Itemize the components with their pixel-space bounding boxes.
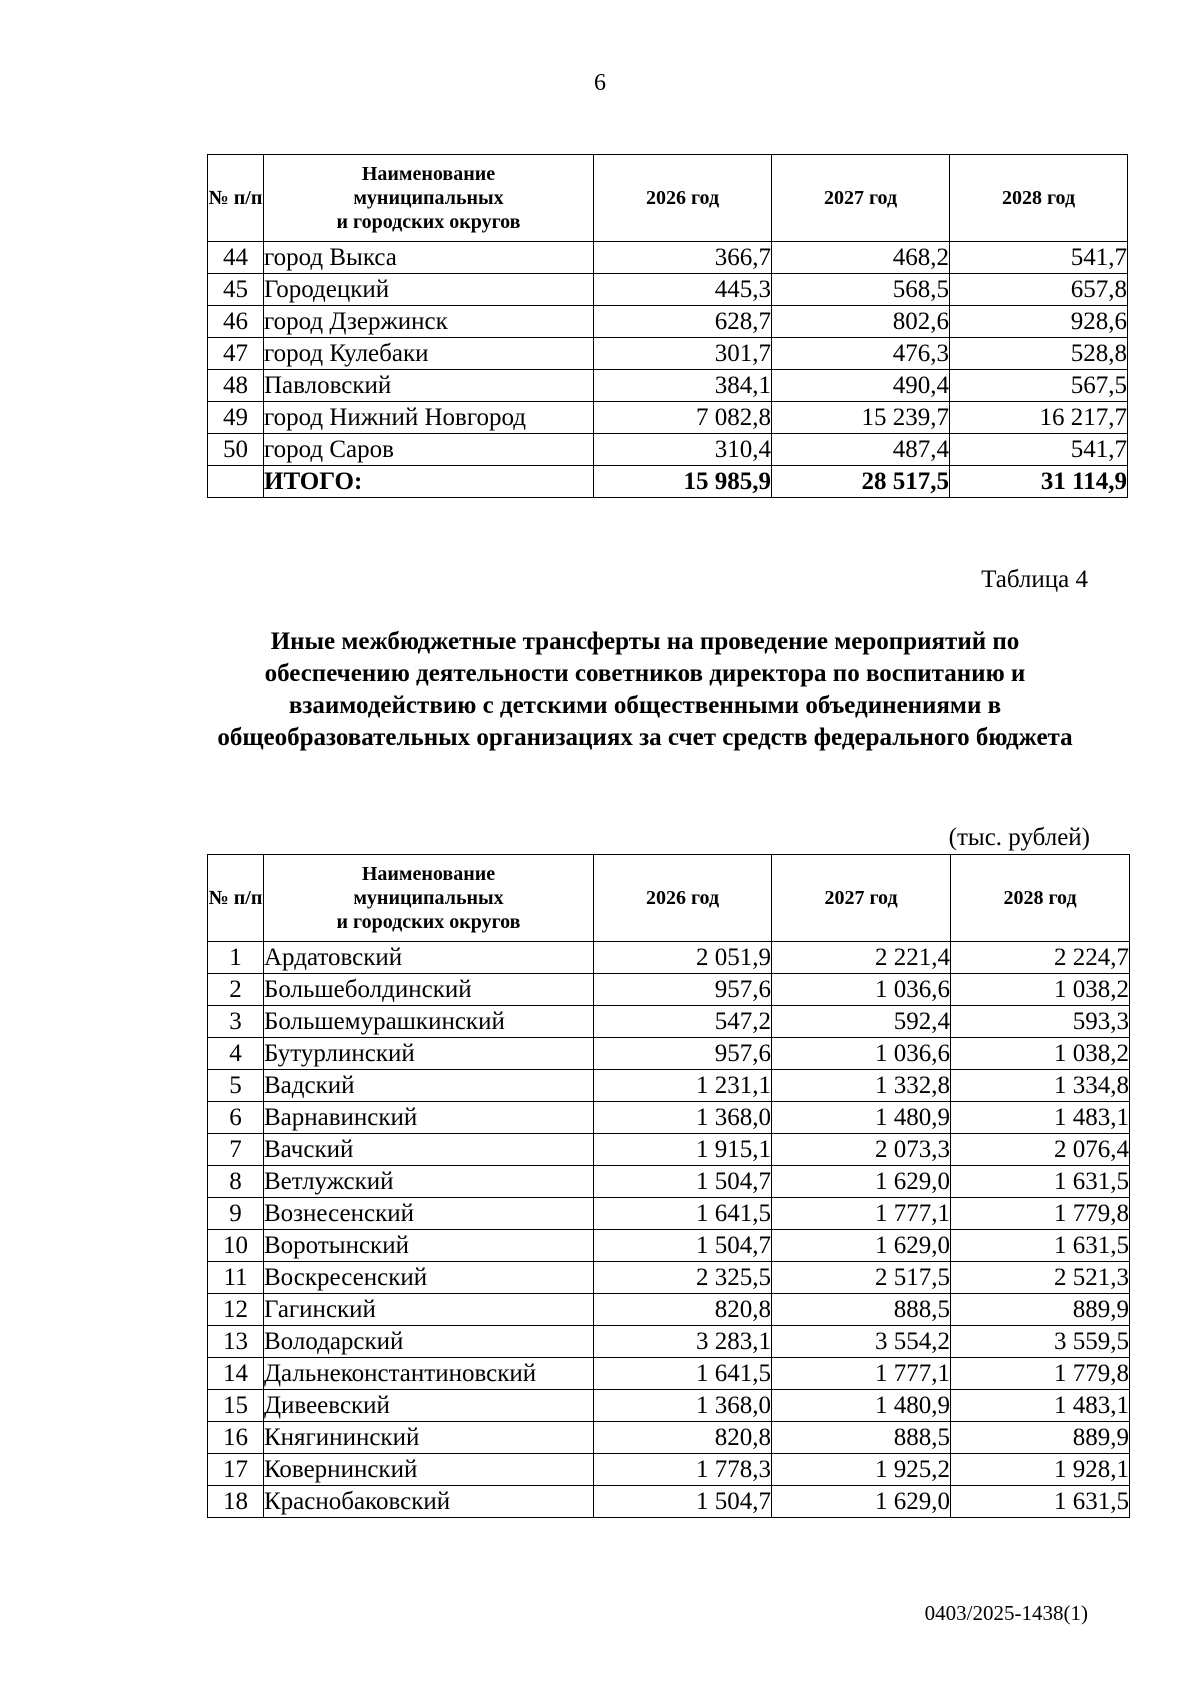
cell-2027: 2 221,4 [772,942,951,974]
table-row [208,1038,1130,1070]
cell-2027: 15 239,7 [772,402,950,434]
cell-2028: 541,7 [950,242,1128,274]
cell-num: 6 [208,1102,264,1134]
col-header-num: № п/п [208,155,264,242]
cell-num: 1 [208,942,264,974]
cell-num: 48 [208,370,264,402]
cell-2028: 1 038,2 [951,1038,1130,1070]
table-row [208,434,1128,466]
cell-name: Вадский [264,1070,594,1102]
cell-num: 10 [208,1230,264,1262]
col-header-num: № п/п [208,855,264,942]
cell-2027: 1 480,9 [772,1390,951,1422]
cell-name: Городецкий [264,274,594,306]
cell-2026: 1 504,7 [594,1486,772,1518]
table-row [208,1326,1130,1358]
col-header-name-line2: муниципальных [353,887,504,909]
table-row [208,402,1128,434]
cell-2026: 445,3 [594,274,772,306]
table-row [208,1102,1130,1134]
cell-2026: 1 504,7 [594,1166,772,1198]
col-header-name [264,855,594,942]
cell-2026: 310,4 [594,434,772,466]
table-header-row [208,855,1130,942]
cell-2028: 1 631,5 [951,1486,1130,1518]
cell-2027: 1 480,9 [772,1102,951,1134]
units-label: (тыс. рублей) [948,824,1090,851]
cell-name: Ардатовский [264,942,594,974]
total-2026: 15 985,9 [594,466,772,498]
total-2028: 31 114,9 [950,466,1128,498]
cell-name: город Нижний Новгород [264,402,594,434]
table-row [208,274,1128,306]
table-row [208,306,1128,338]
cell-2028: 1 483,1 [951,1102,1130,1134]
cell-2028: 541,7 [950,434,1128,466]
table-4-label: Таблица 4 [981,566,1088,593]
cell-2026: 1 778,3 [594,1454,772,1486]
table-header-row [208,155,1128,242]
cell-name: Гагинский [264,1294,594,1326]
cell-num: 12 [208,1294,264,1326]
table-row [208,942,1130,974]
table-3-continuation [207,154,1128,498]
cell-name: Володарский [264,1326,594,1358]
cell-name: город Кулебаки [264,338,594,370]
cell-num: 9 [208,1198,264,1230]
cell-num: 46 [208,306,264,338]
cell-num: 11 [208,1262,264,1294]
cell-2027: 802,6 [772,306,950,338]
col-header-2028: 2028 год [950,155,1128,242]
cell-name: город Саров [264,434,594,466]
cell-2026: 1 915,1 [594,1134,772,1166]
cell-name: Дивеевский [264,1390,594,1422]
table-row [208,242,1128,274]
cell-2028: 889,9 [951,1294,1130,1326]
cell-num: 17 [208,1454,264,1486]
cell-name: Воскресенский [264,1262,594,1294]
cell-2027: 1 629,0 [772,1486,951,1518]
cell-2028: 3 559,5 [951,1326,1130,1358]
cell-name: Вачский [264,1134,594,1166]
cell-2026: 957,6 [594,974,772,1006]
cell-2027: 1 777,1 [772,1198,951,1230]
cell-2026: 820,8 [594,1294,772,1326]
page-number: 6 [594,70,606,96]
table-row [208,1198,1130,1230]
cell-name: Павловский [264,370,594,402]
cell-2027: 888,5 [772,1422,951,1454]
cell-2027: 1 777,1 [772,1358,951,1390]
cell-name: Ветлужский [264,1166,594,1198]
cell-2028: 2 521,3 [951,1262,1130,1294]
cell-2028: 1 483,1 [951,1390,1130,1422]
cell-2026: 7 082,8 [594,402,772,434]
col-header-2028: 2028 год [951,855,1130,942]
cell-2027: 468,2 [772,242,950,274]
col-header-2026: 2026 год [594,855,772,942]
cell-2027: 487,4 [772,434,950,466]
cell-2026: 1 368,0 [594,1390,772,1422]
cell-2026: 301,7 [594,338,772,370]
table-row [208,1230,1130,1262]
cell-num: 15 [208,1390,264,1422]
cell-2027: 1 332,8 [772,1070,951,1102]
cell-num: 4 [208,1038,264,1070]
table-row [208,1486,1130,1518]
cell-2027: 1 925,2 [772,1454,951,1486]
cell-2026: 384,1 [594,370,772,402]
cell-2027: 3 554,2 [772,1326,951,1358]
cell-num: 49 [208,402,264,434]
cell-num: 14 [208,1358,264,1390]
cell-2027: 1 629,0 [772,1230,951,1262]
cell-num: 3 [208,1006,264,1038]
cell-2027: 2 073,3 [772,1134,951,1166]
cell-2027: 1 629,0 [772,1166,951,1198]
cell-2026: 2 051,9 [594,942,772,974]
col-header-name [264,155,594,242]
cell-num: 5 [208,1070,264,1102]
cell-2028: 1 779,8 [951,1198,1130,1230]
table-row [208,974,1130,1006]
cell-num-empty [208,466,264,498]
cell-2027: 476,3 [772,338,950,370]
table-row [208,1166,1130,1198]
cell-2026: 2 325,5 [594,1262,772,1294]
cell-2028: 2 224,7 [951,942,1130,974]
table-row [208,1422,1130,1454]
total-label: ИТОГО: [264,466,594,498]
cell-num: 50 [208,434,264,466]
cell-num: 18 [208,1486,264,1518]
cell-name: Краснобаковский [264,1486,594,1518]
cell-2026: 820,8 [594,1422,772,1454]
table-row [208,1358,1130,1390]
cell-2026: 1 504,7 [594,1230,772,1262]
cell-num: 8 [208,1166,264,1198]
cell-2026: 1 641,5 [594,1358,772,1390]
cell-2028: 657,8 [950,274,1128,306]
cell-2027: 592,4 [772,1006,951,1038]
cell-name: Воротынский [264,1230,594,1262]
col-header-2027: 2027 год [772,155,950,242]
col-header-name-line3: и городских округов [336,211,521,233]
cell-2028: 567,5 [950,370,1128,402]
cell-2027: 568,5 [772,274,950,306]
cell-2027: 490,4 [772,370,950,402]
cell-name: Большеболдинский [264,974,594,1006]
col-header-name-line1: Наименование [361,163,496,185]
col-header-name-line2: муниципальных [353,187,504,209]
cell-2026: 1 231,1 [594,1070,772,1102]
cell-2026: 1 368,0 [594,1102,772,1134]
cell-num: 16 [208,1422,264,1454]
cell-2027: 2 517,5 [772,1262,951,1294]
cell-2028: 593,3 [951,1006,1130,1038]
cell-name: Вознесенский [264,1198,594,1230]
cell-2027: 1 036,6 [772,974,951,1006]
table-4-title: Иные межбюджетные трансферты на проведение мероприятий по обеспечению деятельности советников директора по воспитанию и взаимодействию с детскими общественными объединениями в общеобразовательных организациях за счет средств федерального бюджета [217,628,1073,751]
cell-name: город Дзержинск [264,306,594,338]
cell-num: 45 [208,274,264,306]
table-row [208,1294,1130,1326]
col-header-name-line1: Наименование [361,863,496,885]
cell-2026: 628,7 [594,306,772,338]
col-header-2026: 2026 год [594,155,772,242]
cell-name: Бутурлинский [264,1038,594,1070]
col-header-name-line3: и городских округов [336,911,521,933]
total-row [208,466,1128,498]
cell-2028: 16 217,7 [950,402,1128,434]
cell-2026: 957,6 [594,1038,772,1070]
cell-2028: 1 631,5 [951,1230,1130,1262]
cell-num: 47 [208,338,264,370]
cell-name: Княгининский [264,1422,594,1454]
cell-num: 13 [208,1326,264,1358]
table-4 [207,854,1130,1518]
cell-name: Варнавинский [264,1102,594,1134]
cell-2028: 2 076,4 [951,1134,1130,1166]
table-row [208,370,1128,402]
cell-2026: 1 641,5 [594,1198,772,1230]
table-row [208,1070,1130,1102]
table-row [208,1134,1130,1166]
cell-2028: 528,8 [950,338,1128,370]
cell-2028: 889,9 [951,1422,1130,1454]
table-row [208,1390,1130,1422]
cell-num: 44 [208,242,264,274]
table-row [208,1454,1130,1486]
cell-name: Ковернинский [264,1454,594,1486]
total-2027: 28 517,5 [772,466,950,498]
document-code: 0403/2025-1438(1) [924,1601,1088,1625]
cell-2028: 1 334,8 [951,1070,1130,1102]
cell-2028: 1 631,5 [951,1166,1130,1198]
cell-2026: 547,2 [594,1006,772,1038]
table-row [208,338,1128,370]
cell-name: Дальнеконстантиновский [264,1358,594,1390]
cell-2026: 366,7 [594,242,772,274]
cell-2028: 1 779,8 [951,1358,1130,1390]
cell-2028: 1 038,2 [951,974,1130,1006]
table-row [208,1006,1130,1038]
cell-2028: 928,6 [950,306,1128,338]
cell-name: город Выкса [264,242,594,274]
cell-num: 2 [208,974,264,1006]
cell-2026: 3 283,1 [594,1326,772,1358]
cell-2028: 1 928,1 [951,1454,1130,1486]
cell-2027: 888,5 [772,1294,951,1326]
cell-2027: 1 036,6 [772,1038,951,1070]
table-row [208,1262,1130,1294]
cell-name: Большемурашкинский [264,1006,594,1038]
col-header-2027: 2027 год [772,855,951,942]
cell-num: 7 [208,1134,264,1166]
